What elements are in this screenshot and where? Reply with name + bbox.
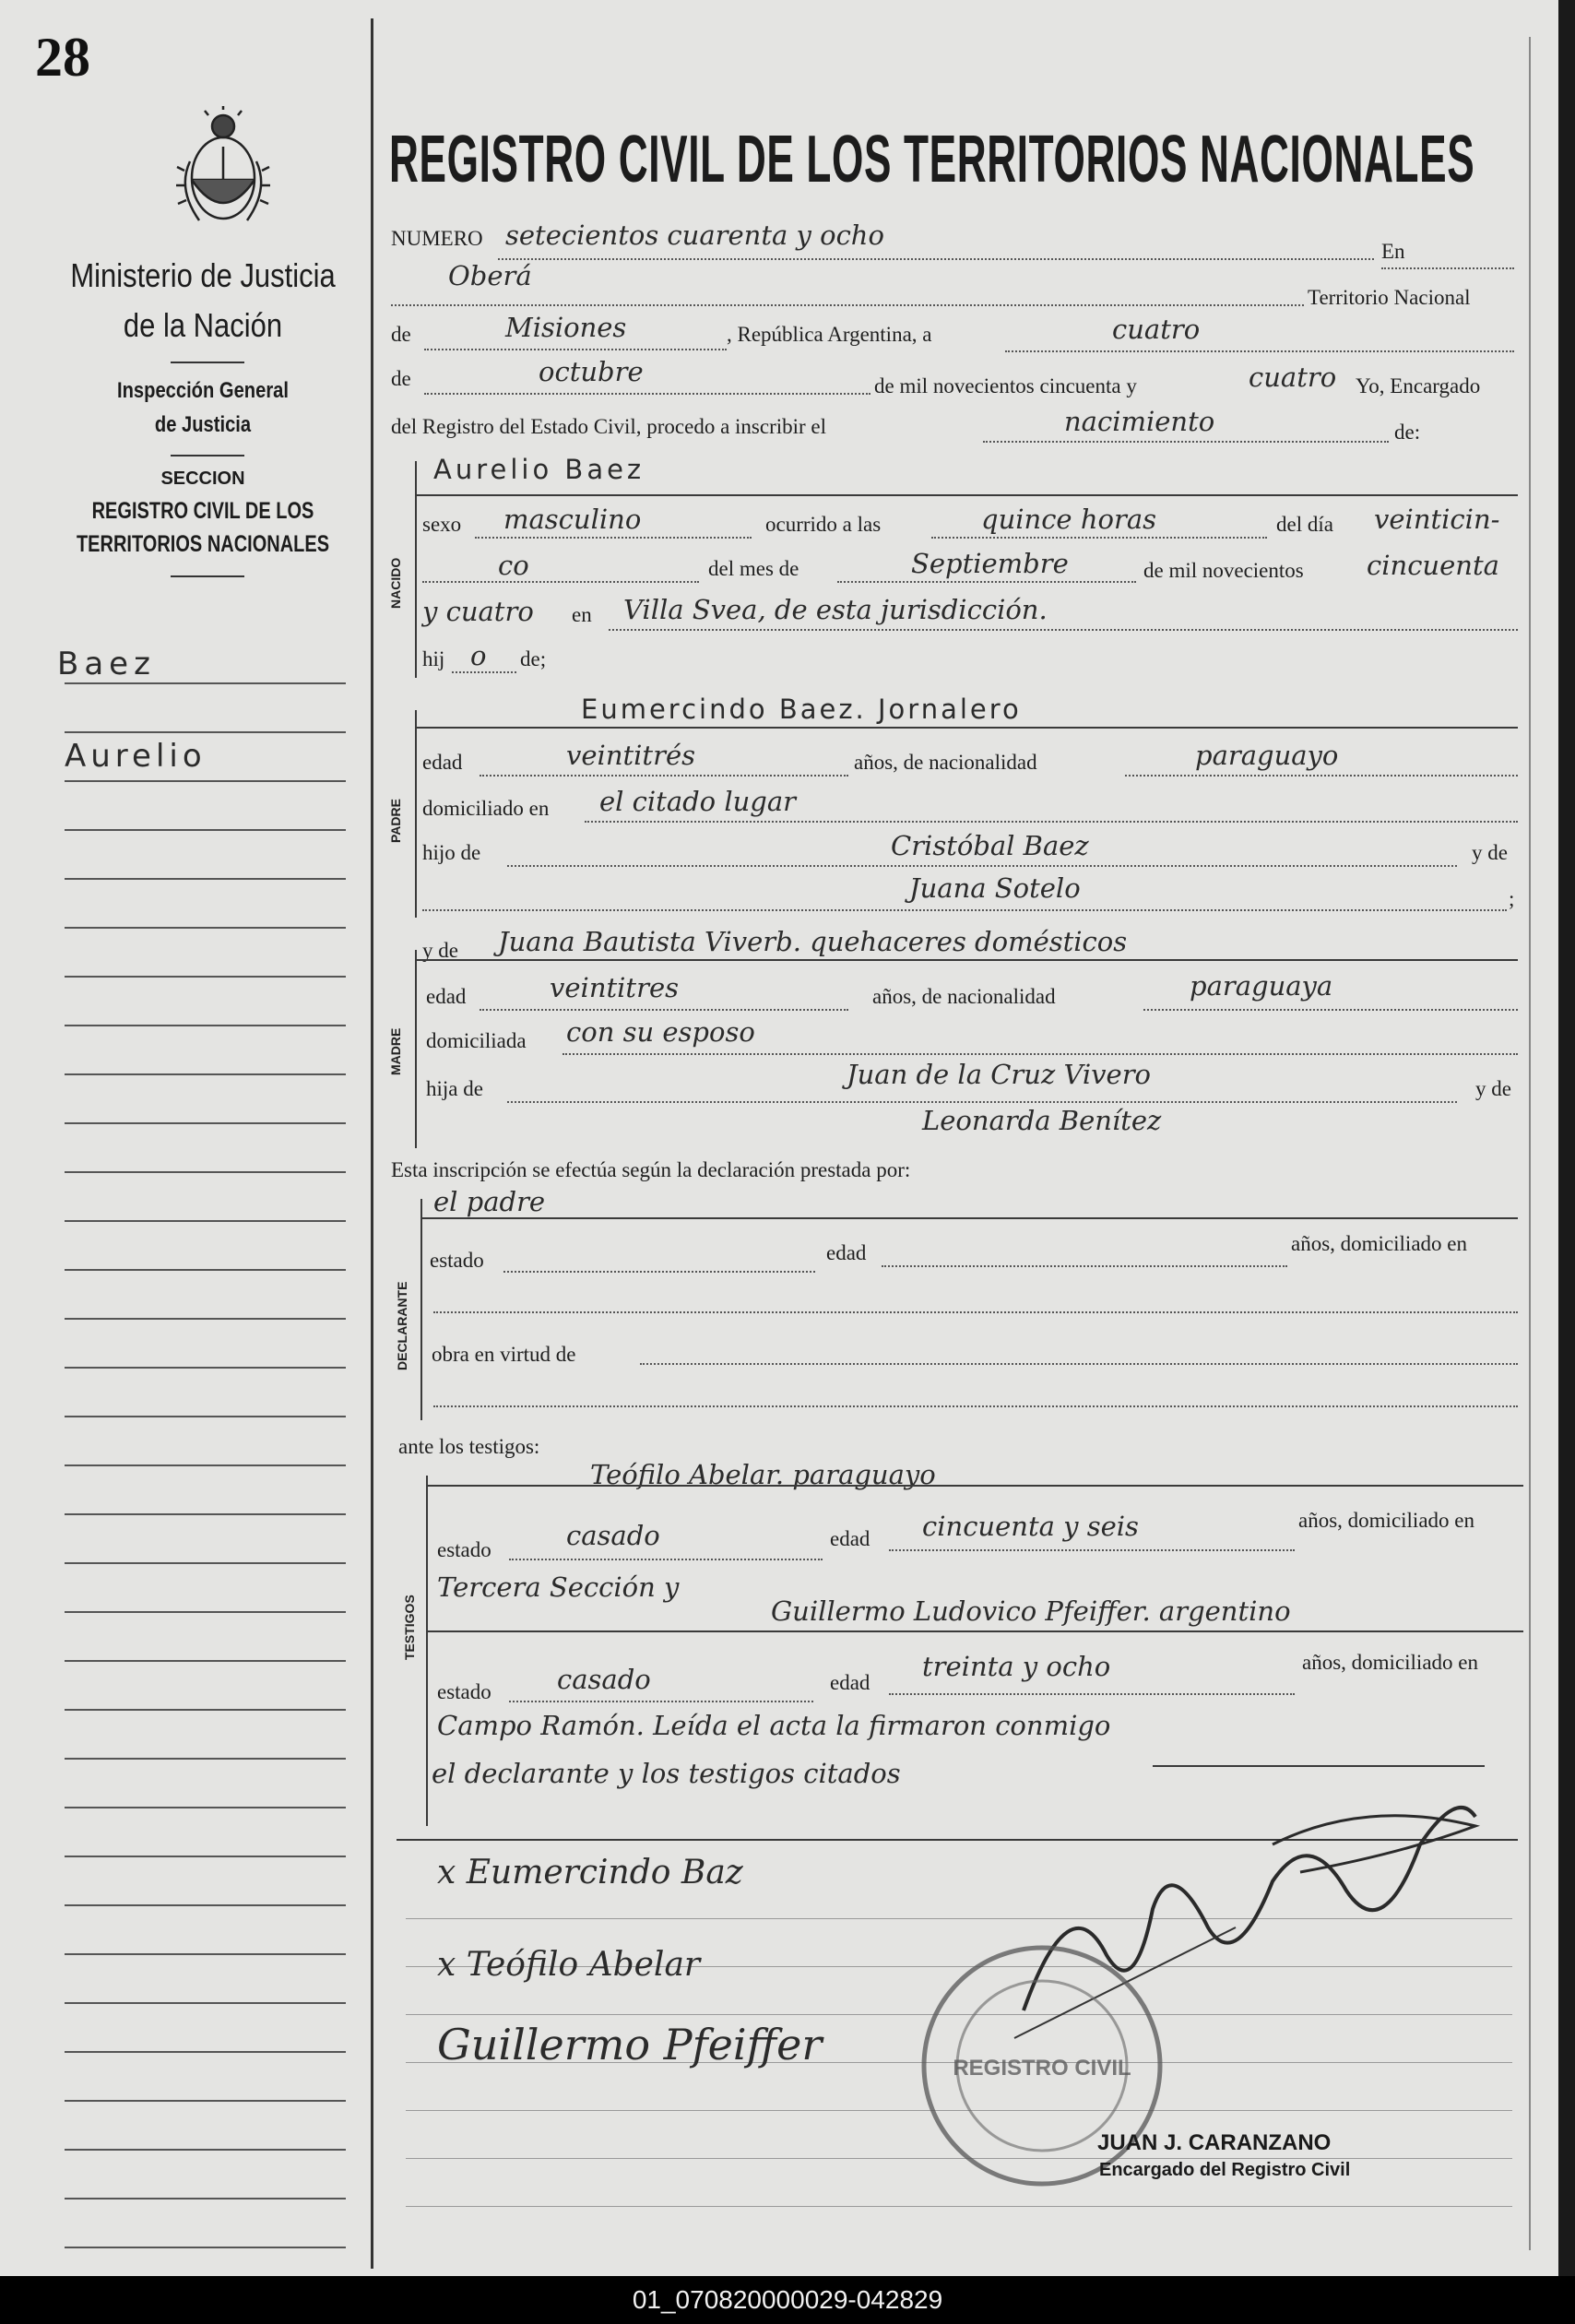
declarante-dom-line [433, 1311, 1518, 1313]
mes-value: Septiembre [911, 548, 1069, 579]
sidebar-ruled-line [65, 780, 346, 782]
testigos-bracket [426, 1476, 428, 1826]
madre-father-value: Juan de la Cruz Vivero [847, 1059, 1152, 1090]
official-title: Encargado del Registro Civil [1099, 2160, 1351, 2180]
witness1-domicilio-value: Tercera Sección y [437, 1571, 680, 1603]
madre-domicilio-value: con su esposo [566, 1016, 755, 1048]
sidebar-ruled-line [65, 1122, 346, 1124]
anio-value-2: y cuatro [422, 596, 534, 627]
madre-father-line [507, 1101, 1457, 1103]
witness1-edad-label: edad [830, 1527, 870, 1550]
nacido-section-label: NACIDO [388, 557, 403, 609]
inspection-line-2: de Justicia [154, 412, 252, 437]
witness1-anos-label: años, domiciliado en [1298, 1509, 1474, 1532]
sidebar-ruled-line [65, 1904, 346, 1906]
hora-line [931, 537, 1267, 539]
sidebar-ruled-line [65, 1513, 346, 1515]
sidebar-ruled-line [65, 2198, 346, 2200]
madre-domicilio-label: domiciliada [426, 1029, 527, 1052]
hij-label: hij [422, 647, 445, 670]
sidebar-ruled-line [65, 1367, 346, 1369]
sidebar-ruled-line [65, 1269, 346, 1271]
place-line [391, 304, 1304, 306]
official-name: JUAN J. CARANZANO [1097, 2130, 1332, 2155]
witness2-estado-label: estado [437, 1680, 491, 1703]
declarante-name-line [420, 1217, 1518, 1219]
sidebar-ruled-line [65, 829, 346, 831]
divider [171, 455, 244, 456]
witness1-edad-value: cincuenta y seis [922, 1511, 1139, 1542]
declarante-estado-label: estado [430, 1249, 484, 1272]
republica-label: , República Argentina, a [727, 323, 932, 346]
de-label-2: de [391, 367, 411, 390]
testigos-intro: ante los testigos: [398, 1435, 540, 1458]
signature-2: x Teófilo Abelar [437, 1946, 701, 1984]
register-title: REGISTRO CIVIL DE LOS TERRITORIOS NACIONALES [389, 123, 1475, 196]
witness1-estado-label: estado [437, 1538, 491, 1561]
margin-surname: Baez [57, 646, 156, 682]
divider [171, 362, 244, 363]
padre-domicilio-label: domiciliado en [422, 797, 550, 820]
madre-edad-line [480, 1009, 848, 1011]
sidebar-ruled-line [65, 1416, 346, 1417]
madre-nac-value: paraguaya [1190, 970, 1333, 1002]
dia-line [422, 581, 699, 583]
sexo-value: masculino [503, 504, 642, 535]
signature-1: x Eumercindo Baz [437, 1854, 743, 1891]
ministry-title-1: Ministerio de Justicia [70, 256, 336, 294]
year-value: cuatro [1249, 362, 1337, 393]
footer-code: 01_070820000029-042829 [632, 2285, 943, 2314]
closing-line [1153, 1765, 1485, 1767]
padre-y-de-label: y de [1472, 841, 1508, 864]
sidebar-ruled-line [65, 2247, 346, 2248]
numero-label: NUMERO [391, 227, 483, 250]
padre-section-label: PADRE [388, 799, 403, 843]
padre-semicolon: ; [1509, 887, 1515, 910]
en-line [1381, 267, 1514, 269]
declarante-name: el padre [433, 1186, 546, 1217]
lugar-value: Villa Svea, de esta jurisdicción. [623, 594, 1048, 625]
witness2-estado-line [509, 1701, 813, 1702]
nacido-name: Aurelio Baez [433, 454, 645, 485]
page-separator [371, 18, 373, 2269]
en-lugar-label: en [572, 603, 592, 626]
sidebar-ruled-line [65, 2149, 346, 2151]
dia-value-2: co [498, 550, 529, 581]
sidebar-ruled-line [65, 1856, 346, 1857]
madre-hija-label: hija de [426, 1077, 483, 1100]
sidebar-ruled-line [65, 927, 346, 929]
padre-nac-line [1125, 775, 1518, 777]
right-edge-line [1529, 37, 1531, 2250]
sidebar-ruled-line [65, 1220, 346, 1222]
padre-bracket [415, 710, 417, 918]
hij-line [452, 671, 516, 673]
de-colon-label: de: [1394, 421, 1421, 444]
signature-3: Guillermo Pfeiffer [437, 2020, 823, 2069]
divider [171, 575, 244, 577]
declarante-anos-label: años, domiciliado en [1291, 1232, 1467, 1255]
anio-value-1: cincuenta [1367, 550, 1499, 581]
numero-line [498, 258, 1374, 260]
madre-y-de-2-label: y de [1475, 1077, 1511, 1100]
madre-nac-line [1143, 1009, 1518, 1011]
act-value: nacimiento [1064, 406, 1215, 437]
padre-edad-value: veintitrés [566, 740, 695, 771]
padre-name-line [415, 727, 1518, 729]
madre-domicilio-line [562, 1053, 1518, 1055]
witness2-name-line [426, 1630, 1523, 1632]
sidebar-ruled-line [65, 2051, 346, 2053]
padre-father-line [507, 865, 1457, 867]
witness2-name: Guillermo Ludovico Pfeiffer. argentino [771, 1595, 1291, 1627]
padre-nac-value: paraguayo [1195, 740, 1339, 771]
declarante-intro: Esta inscripción se efectúa según la declaración prestada por: [391, 1158, 911, 1181]
witness2-domicilio-value: Campo Ramón. Leída el acta la firmaron conmigo [437, 1710, 1111, 1741]
madre-edad-value: veintitres [550, 972, 679, 1003]
sidebar-ruled-line [65, 1660, 346, 1662]
padre-domicilio-line [585, 821, 1518, 823]
sidebar-ruled-line [65, 2100, 346, 2102]
padre-domicilio-value: el citado lugar [599, 786, 797, 817]
hora-value: quince horas [981, 504, 1156, 535]
del-mes-label: del mes de [708, 557, 799, 580]
place-value: Oberá [448, 260, 532, 291]
section-line-2: TERRITORIOS NACIONALES [76, 531, 330, 557]
padre-father-value: Cristóbal Baez [891, 830, 1089, 861]
sidebar-ruled-line [65, 976, 346, 978]
sidebar-ruled-line [65, 1807, 346, 1808]
inspection-line-1: Inspección General [116, 378, 289, 403]
padre-name: Eumercindo Baez. Jornalero [581, 694, 1022, 725]
sidebar-ruled-line [65, 1953, 346, 1955]
territory-value: Misiones [505, 312, 627, 343]
witness1-name-line [426, 1485, 1523, 1487]
ocurrido-label: ocurrido a las [765, 513, 882, 536]
month-line [424, 393, 870, 395]
act-line [983, 441, 1389, 443]
sidebar-ruled-line [65, 1464, 346, 1466]
declarante-bracket [420, 1199, 422, 1420]
en-label: En [1381, 240, 1405, 263]
witness2-edad-line [889, 1693, 1295, 1695]
padre-edad-line [480, 775, 848, 777]
witness2-edad-value: treinta y ocho [922, 1651, 1111, 1682]
de-label: de [391, 323, 411, 346]
madre-name: Juana Bautista Viverb. quehaceres domésticos [498, 926, 1128, 957]
padre-mother-line [422, 909, 1507, 911]
witness1-estado-line [509, 1559, 823, 1560]
margin-given-name: Aurelio [65, 738, 207, 775]
declarante-estado-line [503, 1271, 815, 1273]
sidebar-ruled-line [65, 731, 346, 733]
sidebar-ruled-line [65, 878, 346, 880]
witness1-edad-line [889, 1549, 1295, 1551]
yo-label: Yo, Encargado [1356, 374, 1481, 397]
mil-label: de mil novecientos cincuenta y [874, 374, 1137, 397]
witness2-anos-label: años, domiciliado en [1302, 1651, 1478, 1674]
madre-name-line [415, 959, 1518, 961]
territorio-label: Territorio Nacional [1308, 286, 1471, 309]
territory-line [424, 349, 727, 350]
page-number: 28 [35, 27, 90, 88]
declarante-edad-label: edad [826, 1241, 867, 1264]
witness2-edad-label: edad [830, 1671, 870, 1694]
mil-nov-label: de mil novecientos [1143, 559, 1304, 582]
witness2-estado-value: casado [557, 1664, 651, 1695]
sidebar-ruled-line [65, 1611, 346, 1613]
madre-anos-label: años, de nacionalidad [872, 985, 1056, 1008]
witness1-estado-value: casado [566, 1520, 660, 1551]
madre-y-de-label: y de [422, 939, 458, 962]
declarante-section-label: DECLARANTE [395, 1281, 409, 1370]
sidebar-ruled-line [65, 1709, 346, 1711]
numero-value: setecientos cuarenta y ocho [505, 219, 884, 251]
signature-ruled-line [406, 2206, 1512, 2207]
padre-mother-value: Juana Sotelo [909, 872, 1081, 904]
hij-de-label: de; [520, 647, 547, 670]
sidebar-ruled-line [65, 1171, 346, 1173]
section-label: SECCION [160, 468, 245, 489]
padre-hijo-label: hijo de [422, 841, 481, 864]
hij-value: o [470, 640, 487, 671]
sidebar-ruled-line [65, 1025, 346, 1026]
declarante-obra-line-2 [433, 1405, 1518, 1407]
month-value: octubre [539, 356, 644, 387]
madre-bracket [415, 950, 417, 1148]
ministry-title-2: de la Nación [123, 306, 283, 344]
testigos-section-label: TESTIGOS [402, 1595, 417, 1660]
sidebar-ruled-line [65, 2002, 346, 2004]
padre-edad-label: edad [422, 751, 463, 774]
declarante-obra-label: obra en virtud de [432, 1343, 576, 1366]
mes-line [837, 581, 1136, 583]
dia-value-1: veinticin- [1374, 504, 1500, 535]
sidebar-ruled-line [65, 1318, 346, 1320]
registro-label: del Registro del Estado Civil, procedo a inscribir el [391, 415, 827, 438]
sidebar-ruled-line [65, 1562, 346, 1564]
lugar-line [609, 629, 1518, 631]
section-line-1: REGISTRO CIVIL DE LOS [91, 498, 314, 524]
sidebar-ruled-line [65, 1073, 346, 1075]
day-line [1005, 350, 1514, 352]
padre-anos-label: años, de nacionalidad [854, 751, 1037, 774]
sidebar-ruled-line [65, 682, 346, 684]
witness1-name: Teófilo Abelar. paraguayo [590, 1459, 936, 1490]
madre-mother-value: Leonarda Benítez [922, 1105, 1162, 1136]
madre-section-label: MADRE [388, 1027, 403, 1075]
del-dia-label: del día [1276, 513, 1333, 536]
sexo-line [475, 537, 752, 539]
madre-edad-label: edad [426, 985, 467, 1008]
coat-of-arms-icon [172, 106, 275, 235]
day-value: cuatro [1112, 314, 1201, 345]
seal-text: REGISTRO CIVIL [953, 2056, 1131, 2081]
declarante-obra-line [640, 1363, 1518, 1365]
registry-seal-icon [913, 1937, 1171, 2195]
closing-text: el declarante y los testigos citados [432, 1758, 901, 1789]
declarante-edad-line [882, 1265, 1287, 1267]
nacido-name-line [415, 494, 1518, 496]
sexo-label: sexo [422, 513, 462, 536]
sidebar-ruled-line [65, 1758, 346, 1760]
